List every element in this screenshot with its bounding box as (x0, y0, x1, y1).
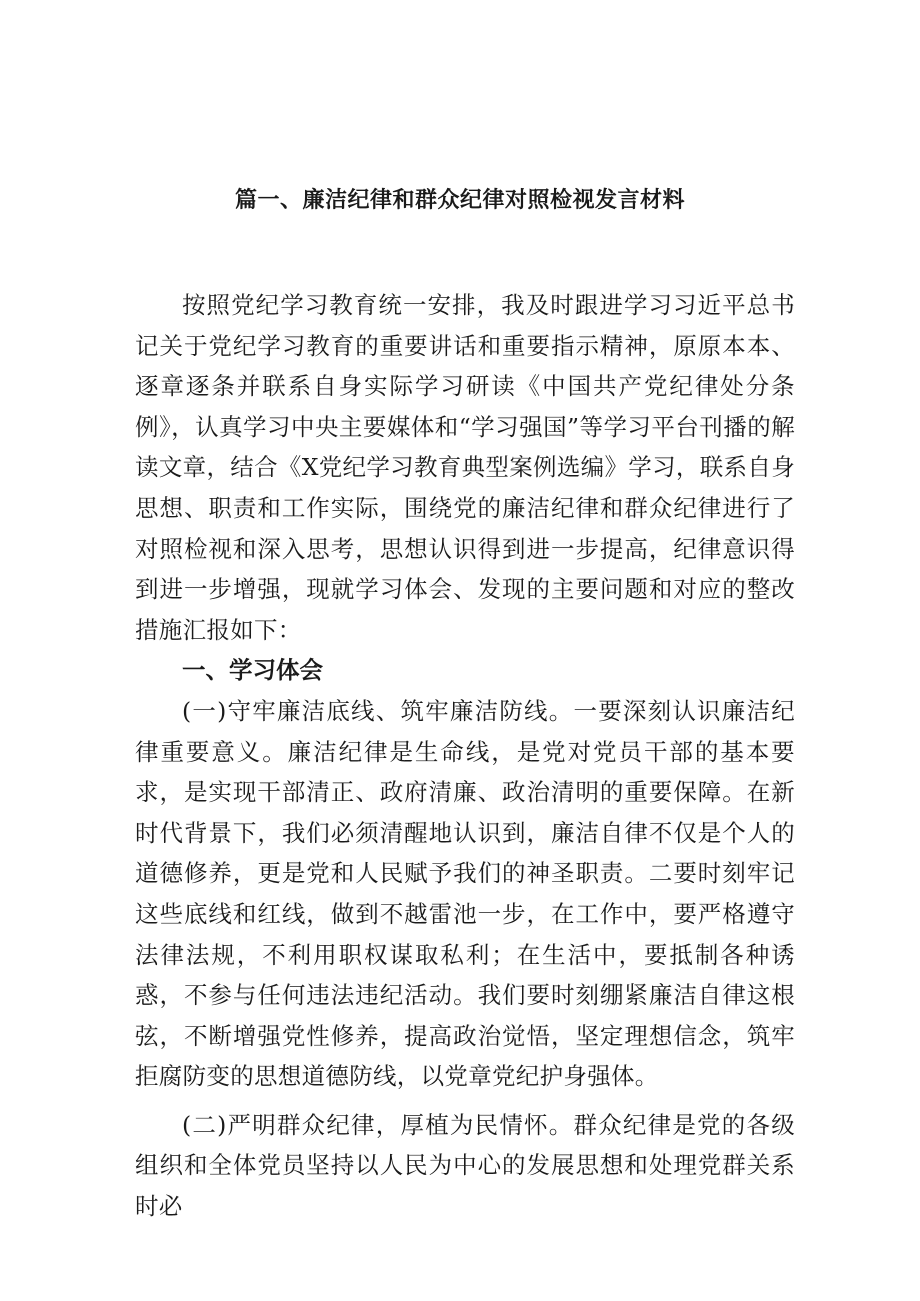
section-heading-study: 一、学习体会 (182, 656, 323, 685)
section1-paragraph-2: (二)严明群众纪律，厚植为民情怀。群众纪律是党的各级组织和全体党员坚持以人民为中心的发展思想和处理党群关系时必 (135, 1110, 795, 1221)
document-body (135, 285, 795, 1227)
intro-paragraph: 按照党纪学习教育统一安排，我及时跟进学习习近平总书记关于党纪学习教育的重要讲话和重要指示精神，原原本本、逐章逐条并联系自身实际学习研读《中国共产党纪律处分条例》，认真学习中央主要媒体和“学习强国”等学习平台刊播的解读文章，结合《X党纪学习教育典型案例选编》学习，联系自身思想、职责和工作实际，围绕党的廉洁纪律和群众纪律进行了对照检视和深入思考，思想认识得到进一步提高，纪律意识得到进一步增强，现就学习体会、发现的主要问题和对应的整改措施汇报如下： (135, 291, 795, 644)
document-title: 篇一、廉洁纪律和群众纪律对照检视发言材料 (234, 188, 685, 213)
paragraph-spacer (135, 1097, 795, 1105)
section1-paragraph-1: (一)守牢廉洁底线、筑牢廉洁防线。一要深刻认识廉洁纪律重要意义。廉洁纪律是生命线，是党对党员干部的基本要求，是实现干部清正、政府清廉、政治清明的重要保障。在新时代背景下，我们必须清醒地认识到，廉洁自律不仅是个人的道德修养，更是党和人民赋予我们的神圣职责。二要时刻牢记这些底线和红线，做到不越雷池一步，在工作中，要严格遵守法律法规，不利用职权谋取私利；在生活中，要抵制各种诱惑，不参与任何违法违纪活动。我们要时刻绷紧廉洁自律这根弦，不断增强党性修养，提高政治觉悟，坚定理想信念，筑牢拒腐防变的思想道德防线，以党章党纪护身强体。 (135, 696, 795, 1091)
